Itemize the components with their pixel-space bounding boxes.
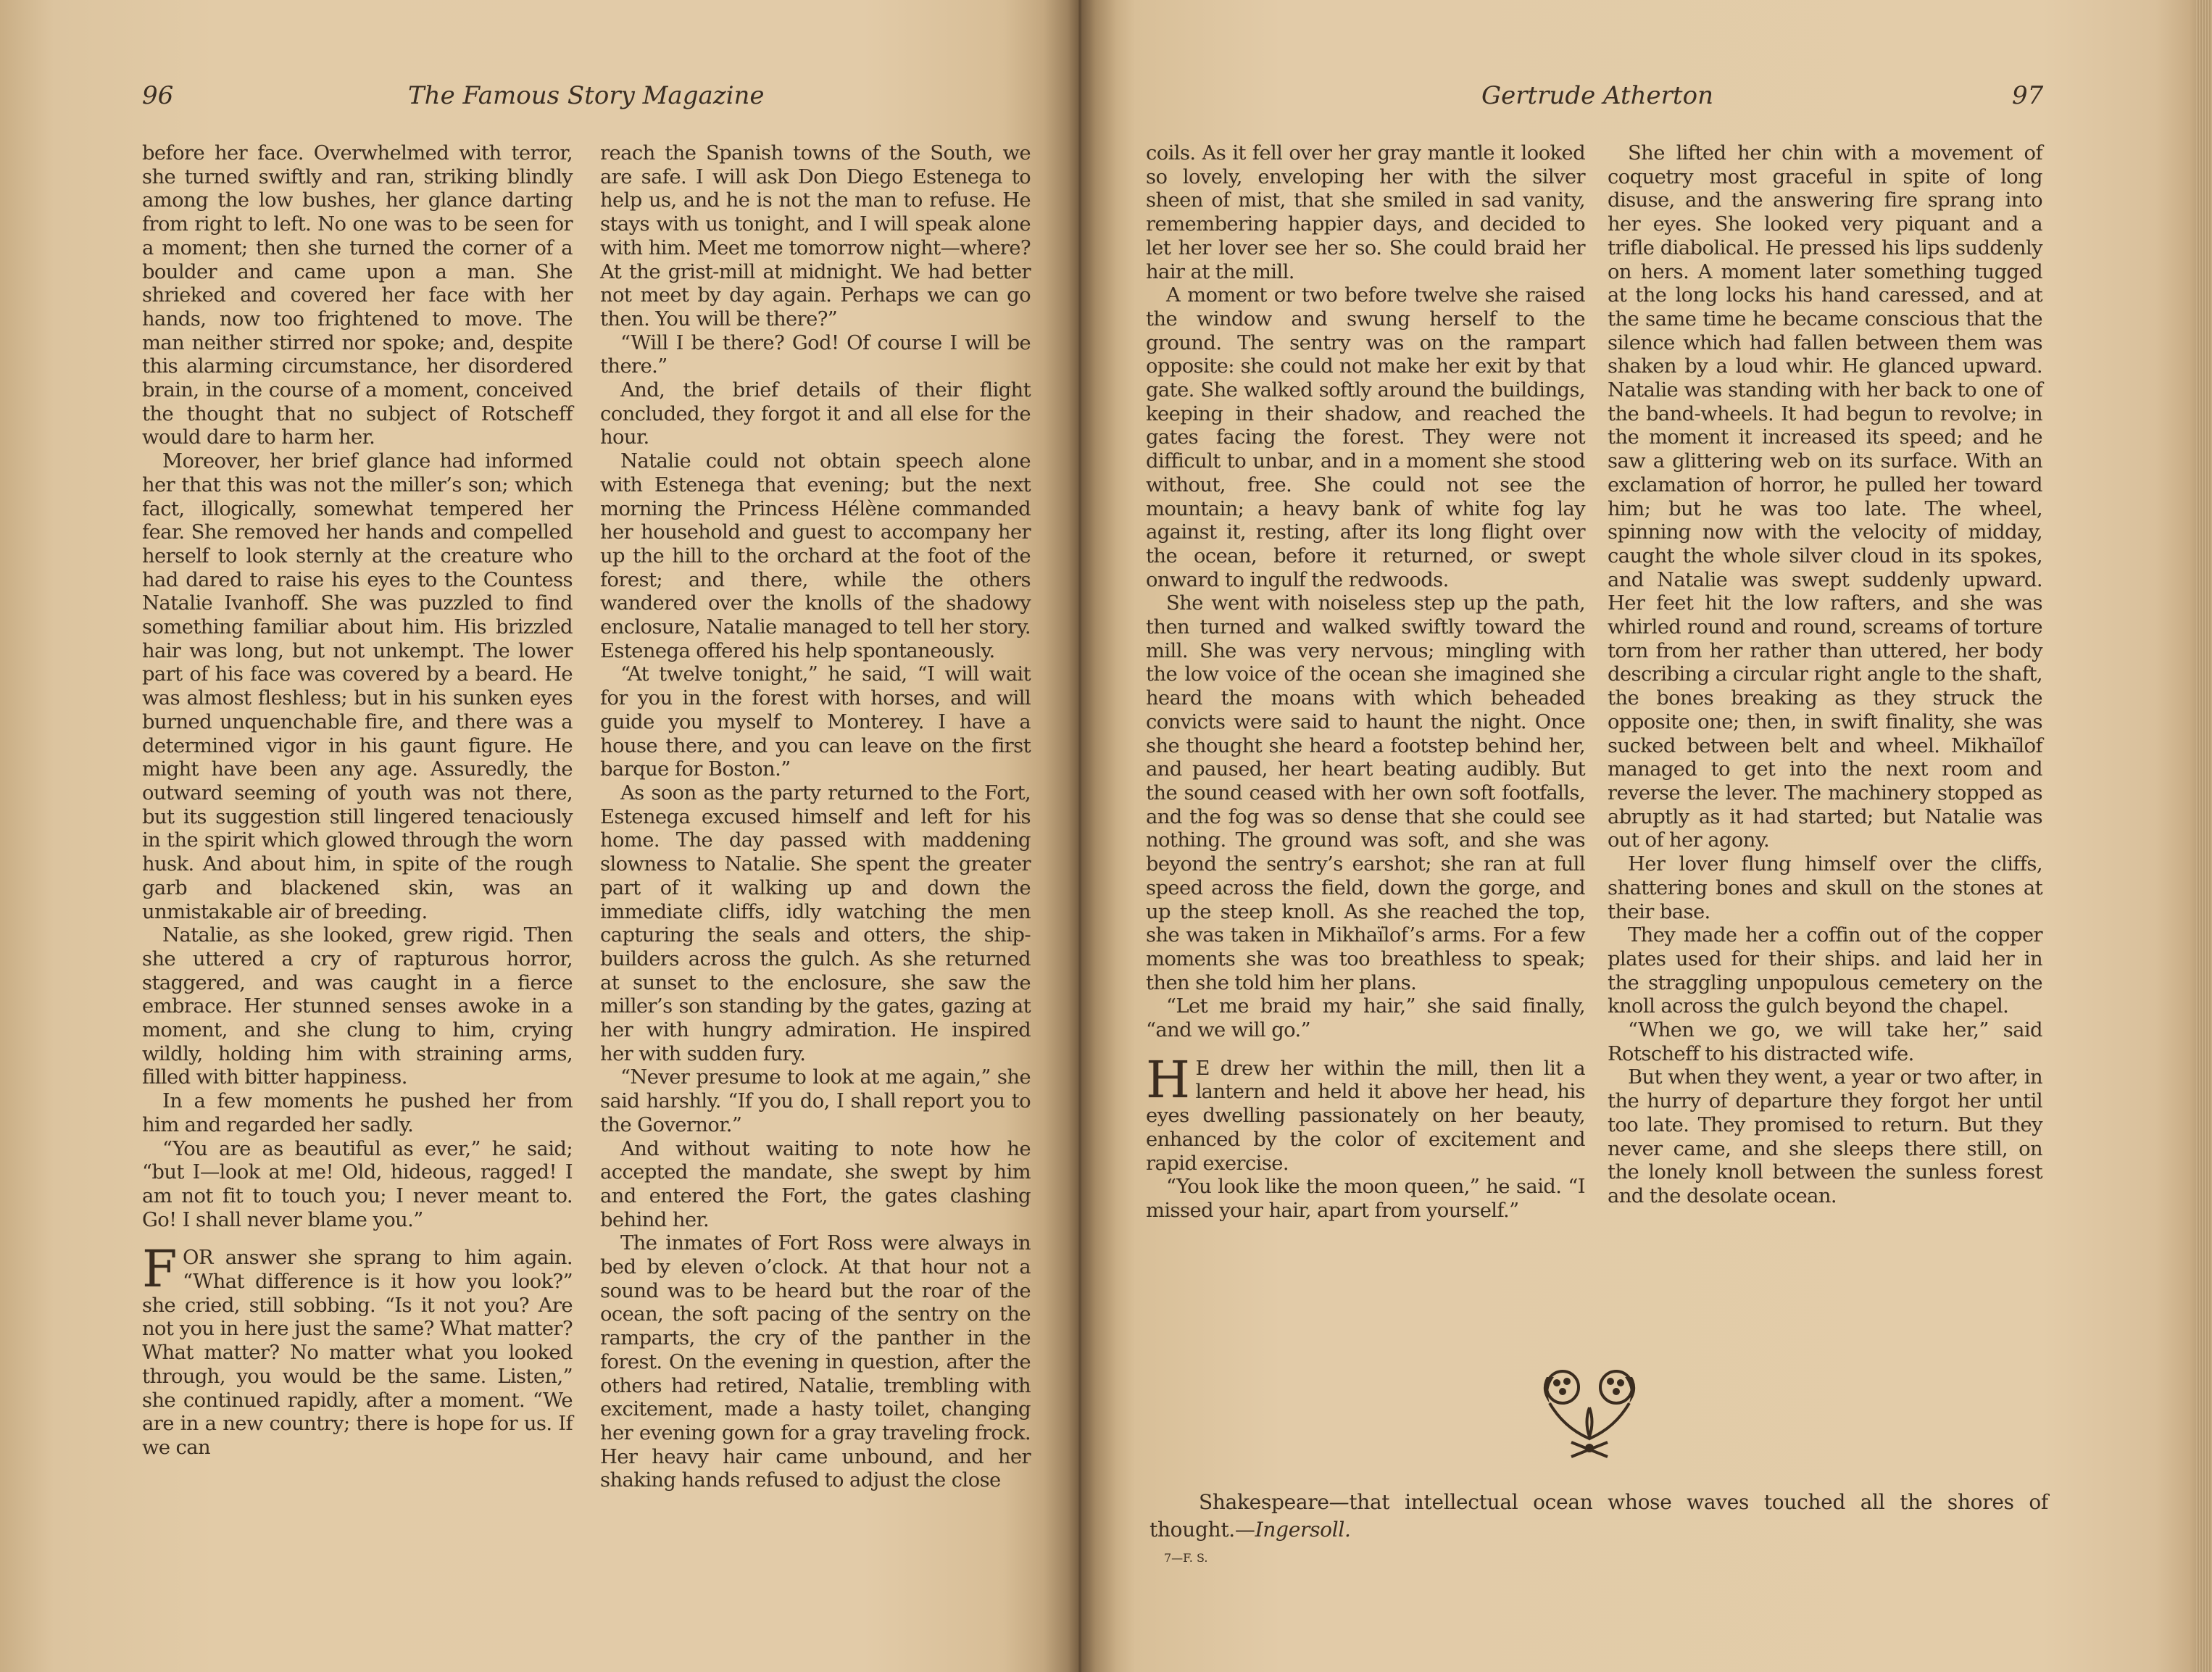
paragraph	[142, 1090, 573, 1137]
page-number-left: 96	[142, 81, 174, 110]
paragraph	[600, 379, 1031, 450]
paragraph-text: Natalie, as she looked, grew rigid. Then she uttered a cry of rapturous horror, staggered, and was caught in a fierce embrace. Her stunned senses awoke in a moment, and she clung to him, crying wildly, holding him with straining arms, filled with bitter happiness.	[142, 924, 573, 1089]
left-page-column-2	[600, 142, 1031, 1493]
paragraph	[1146, 1176, 1585, 1223]
paragraph	[600, 332, 1031, 379]
page-edge	[2196, 0, 2212, 1672]
paragraph	[600, 1232, 1031, 1493]
paragraph-text: “When we go, we will take her,” said Rotscheff to his distracted wife.	[1608, 1019, 2042, 1065]
paragraph-text: A moment or two before twelve she raised the window and swung herself to the ground. The sentry was on the rampart opposite: she could not make her exit by that gate. She walked softly around the buildings, keeping in their shadow, and reached the gates facing the forest. They were not difficult to unbar, and in a moment she stood without, free. She could not see the mountain; a heavy bank of white fog lay against it, resting, after its long flight over the ocean, before it returned, or swept onward to ingulf the redwoods.	[1146, 284, 1585, 591]
paragraph	[600, 450, 1031, 663]
paragraph-text: before her face. Overwhelmed with terror, she turned swiftly and ran, striking blindly among the low bushes, her glance darting from right to left. No one was to be seen for a moment; then she turned the corner of a boulder and came upon a man. She shrieked and covered her face with her hands, now too frightened to move. The man neither stirred nor spoke; and, despite this alarming circumstance, her disordered brain, in the course of a moment, conceived the thought that no subject of Rotscheff would dare to harm her.	[142, 142, 573, 449]
floral-ornament-icon	[1528, 1363, 1651, 1464]
paragraph-text: She lifted her chin with a movement of coquetry most graceful in spite of long disuse, and the answering fire sprang into her eyes. She looked very piquant and a trifle diabolical. He pressed his lips suddenly on hers. A moment later something tugged at the long locks his hand caressed, and at the same time he became conscious that the silence which had fallen between them was shaken by a loud whir. He glanced upward. Natalie was standing with her back to one of the band-wheels. It had begun to revolve; in the moment it increased its speed; and he saw a glittering web on its surface. With an exclamation of horror, he pulled her toward him; but he was too late. The wheel, spinning now with the velocity of midday, caught the whole silver cloud in its spokes, and Natalie was swept suddenly upward. Her feet hit the low rafters, and she was whirled round and round, screams of torture torn from her rather than uttered, her body describing a circular right angle to the shaft, the bones breaking as they struck the opposite one; then, in swift finality, she was sucked between belt and wheel. Mikhaïlof managed to get into the next room and reverse the lever. The machinery stopped as abruptly as it had started; but Natalie was out of her agony.	[1608, 142, 2042, 852]
paragraph-text: “You are as beautiful as ever,” he said; “but I—look at me! Old, hideous, ragged! I am not fit to touch you; I never meant to. Go! I shall never blame you.”	[142, 1137, 573, 1231]
paragraph	[600, 782, 1031, 1066]
paragraph	[1608, 924, 2042, 1019]
running-title-right: Gertrude Atherton	[1481, 81, 1713, 110]
paragraph	[1146, 592, 1585, 995]
paragraph-text: coils. As it fell over her gray mantle it looked so lovely, enveloping her with the silver sheen of mist, that she smiled in sad vanity, remembering happier days, and decided to let her lover see her so. She could braid her hair at the mill.	[1146, 142, 1585, 283]
footer-quote-author: Ingersoll.	[1255, 1518, 1351, 1542]
left-page	[0, 0, 1078, 1672]
paragraph	[600, 1066, 1031, 1137]
paragraph	[600, 1138, 1031, 1233]
paragraph-text: The inmates of Fort Ross were always in bed by eleven o’clock. At that hour not a sound was to be heard but the roar of the ocean, the soft pacing of the sentry on the ramparts, the cry of the panther in the forest. On the evening in question, after the others had retired, Natalie, trembling with excitement, made a hasty toilet, changing her evening gown for a gray traveling frock. Her heavy hair came unbound, and her shaking hands refused to adjust the close	[600, 1232, 1031, 1492]
printer-signature-mark: 7—F. S.	[1164, 1551, 1208, 1565]
drop-cap-letter: F	[142, 1239, 177, 1299]
paragraph-text: And, the brief details of their flight concluded, they forgot it and all else for the hour.	[600, 379, 1031, 449]
right-page-column-2	[1608, 142, 2042, 1209]
paragraph-text: She went with noiseless step up the path, then turned and walked swiftly toward the mill. She was very nervous; mingling with the low voice of the ocean she imagined she heard the moans with which beheaded convicts were said to haunt the night. Once she thought she heard a footstep behind her, and paused, her heart beating audibly. But the sound ceased with her own soft footfalls, and the fog was so dense that she could see nothing. The ground was soft, and she was beyond the sentry’s earshot; she ran at full speed across the field, down the gorge, and up the steep knoll. As she reached the top, she was taken in Mikhaïlof’s arms. For a few moments she was too breathless to speak; then she told him her plans.	[1146, 592, 1585, 994]
paragraph	[142, 1138, 573, 1233]
paragraph	[1146, 284, 1585, 592]
paragraph	[142, 450, 573, 924]
paragraph-text: Moreover, her brief glance had informed her that this was not the miller’s son; which fact, illogically, somewhat tempered her fear. She removed her hands and compelled herself to look sternly at the creature who had dared to raise his eyes to the Countess Natalie Ivanhoff. She was puzzled to find something familiar about him. His brizzled hair was long, but not unkempt. The lower part of his face was covered by a beard. He was almost fleshless; but in his sunken eyes burned unquenchable fire, and there was a determined vigor in his gaunt figure. He might have been any age. Assuredly, the outward seeming of youth was not there, but its suggestion still lingered tenaciously in the spirit which glowed through the worn husk. And about him, in spite of the rough garb and blackened skin, was an unmistakable air of breeding.	[142, 450, 573, 923]
paragraph	[1146, 142, 1585, 284]
paragraph-text: “Will I be there? God! Of course I will be there.”	[600, 331, 1031, 378]
footer-quote-text: Shakespeare—that intellectual ocean whose waves touched all the shores of thought.—	[1149, 1490, 2048, 1542]
paragraph	[1608, 142, 2042, 853]
paragraph	[142, 924, 573, 1090]
paragraph-text: “Let me braid my hair,” she said finally, “and we will go.”	[1146, 995, 1585, 1042]
paragraph-text: They made her a coffin out of the copper plates used for their ships. and laid her in the straggling unpopulous cemetery on the knoll across the gulch beyond the chapel.	[1608, 924, 2042, 1018]
paragraph	[1608, 853, 2042, 924]
paragraph-text: Natalie could not obtain speech alone with Estenega that evening; but the next morning the Princess Hélène commanded her household and guest to accompany her up the hill to the orchard at the foot of the forest; and there, while the others wandered over the knolls of the shadowy enclosure, Natalie managed to tell her story. Estenega offered his help spontaneously.	[600, 450, 1031, 662]
paragraph-text: OR answer she sprang to him again. “What difference is it how you look?” she cried, still sobbing. “Is it not you? Are not you in here just the same? What matter? What matter? No matter what you looked through, you would be the same. Listen,” she continued rapidly, after a moment. “We are in a new country; there is hope for us. If we can	[142, 1247, 573, 1459]
paragraph-text: Her lover flung himself over the cliffs, shattering bones and skull on the stones at their base.	[1608, 853, 2042, 923]
paragraph	[1608, 1019, 2042, 1066]
page-number-right: 97	[2012, 81, 2044, 110]
left-page-column-1	[142, 142, 573, 1460]
footer-quote	[1149, 1489, 2048, 1544]
running-title-left: The Famous Story Magazine	[408, 81, 765, 110]
paragraph	[142, 142, 573, 450]
paragraph-text: “At twelve tonight,” he said, “I will wait for you in the forest with horses, and will guide you myself to Monterey. I have a house there, and you can leave on the first barque for Boston.”	[600, 663, 1031, 781]
paragraph	[1146, 1049, 1585, 1176]
paragraph-text: In a few moments he pushed her from him and regarded her sadly.	[142, 1090, 573, 1136]
right-page-column-1	[1146, 142, 1585, 1223]
drop-cap-letter: H	[1146, 1049, 1190, 1110]
paragraph-text: And without waiting to note how he accepted the mandate, she swept by him and entered the Fort, the gates clashing behind her.	[600, 1137, 1031, 1231]
paragraph	[1146, 995, 1585, 1042]
paragraph	[1608, 1066, 2042, 1208]
paragraph-text: E drew her within the mill, then lit a lantern and held it above her head, his eyes dwelling passionately on her beauty, enhanced by the color of excitement and rapid exercise.	[1146, 1057, 1585, 1175]
paragraph-text: “You look like the moon queen,” he said. “I missed your hair, apart from yourself.”	[1146, 1176, 1585, 1222]
paragraph	[142, 1239, 573, 1460]
paragraph	[600, 142, 1031, 332]
paragraph-text: reach the Spanish towns of the South, we are safe. I will ask Don Diego Estenega to help us, and he is not the man to refuse. He stays with us tonight, and I will speak alone with him. Meet me tomorrow night—where? At the grist-mill at midnight. We had better not meet by day again. Perhaps we can go then. You will be there?”	[600, 142, 1031, 330]
paragraph	[600, 663, 1031, 782]
paragraph-text: But when they went, a year or two after, in the hurry of departure they forgot her until too late. They promised to return. But they never came, and she sleeps there still, on the lonely knoll between the sunless forest and the desolate ocean.	[1608, 1066, 2042, 1207]
paragraph-text: As soon as the party returned to the Fort, Estenega excused himself and left for his home. The day passed with maddening slowness to Natalie. She spent the greater part of it walking up and down the immediate cliffs, idly watching the men capturing the seals and otters, the ship-builders across the gulch. As she returned at sunset to the enclosure, she saw the miller’s son standing by the gates, gazing at her with hungry admiration. He inspired her with sudden fury.	[600, 781, 1031, 1065]
paragraph-text: “Never presume to look at me again,” she said harshly. “If you do, I shall report you to the Governor.”	[600, 1066, 1031, 1136]
